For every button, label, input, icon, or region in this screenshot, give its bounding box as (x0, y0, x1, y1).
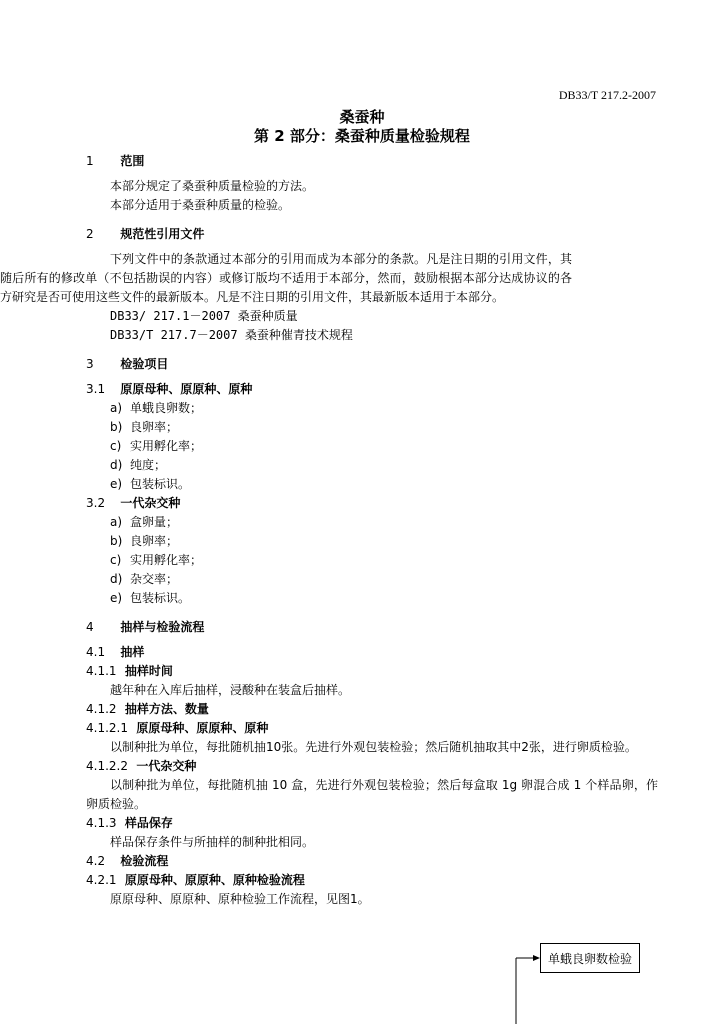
section-heading (86, 355, 658, 374)
document-body (0, 152, 658, 909)
flowchart-box-single-moth-egg-count: 单蛾良卵数检验 (540, 943, 640, 973)
list-item (86, 570, 658, 589)
subsection-number: 4.1.2.2 (86, 759, 128, 773)
list-item (86, 532, 658, 551)
section-4 (86, 618, 658, 909)
subsection-heading (86, 719, 658, 738)
subsection-title: 抽样方法、数量 (124, 702, 209, 716)
subsection-heading (86, 700, 658, 719)
section-heading (86, 225, 658, 244)
list-item (86, 589, 658, 608)
subsection-title: 原原母种、原原种、原种检验流程 (124, 873, 305, 887)
list-item-label: b) (110, 420, 123, 434)
subsection-title: 样品保存 (124, 816, 173, 830)
list-item (86, 475, 658, 494)
subsection-number: 4.1.2.1 (86, 721, 128, 735)
subsection-heading (86, 662, 658, 681)
standard-number: DB33/T 217.2-2007 (558, 88, 656, 102)
paragraph: 样品保存条件与所抽样的制种批相同。 (110, 835, 315, 849)
subsection-number: 3.2 (86, 496, 106, 510)
section-title: 范围 (120, 154, 145, 168)
list-item-text: 包装标识。 (130, 591, 191, 605)
subsection-title: 原原母种、原原种、原种 (136, 721, 269, 735)
document-title: 桑蚕种 (339, 108, 385, 126)
subsection-heading (0, 380, 658, 399)
subsection-title: 抽样 (120, 645, 145, 659)
subsection-title: 抽样时间 (124, 664, 173, 678)
section-heading (86, 152, 658, 171)
list-item-label: a) (110, 401, 123, 415)
document-subtitle: 第 2 部分：桑蚕种质量检验规程 (254, 127, 470, 145)
list-item (86, 399, 658, 418)
paragraph: 本部分适用于桑蚕种质量的检验。 (110, 198, 291, 212)
subsection-heading (86, 494, 658, 513)
reference-item: DB33/ 217.1－2007 桑蚕种质量 (110, 309, 298, 323)
section-number: 2 (86, 227, 94, 241)
paragraph: 下列文件中的条款通过本部分的引用而成为本部分的条款。凡是注日期的引用文件，其随后所有的修改单（不包括勘误的内容）或修订版均不适用于本部分，然而，鼓励根据本部分达成协议的各方研究是否可使用这些文件的最新版本。凡是不注日期的引用文件，其最新版本适用于本部分。 (0, 252, 572, 304)
section-title: 检验项目 (120, 357, 169, 371)
list-item-text: 纯度； (130, 458, 167, 472)
subsection-heading (86, 757, 658, 776)
list-item-text: 盒卵量； (130, 515, 179, 529)
paragraph: 越年种在入库后抽样，浸酸种在装盒后抽样。 (110, 683, 351, 697)
subsection-title: 检验流程 (120, 854, 169, 868)
list-item-text: 杂交率； (130, 572, 179, 586)
section-1 (86, 152, 658, 215)
paragraph-wrap (0, 250, 662, 307)
list-item-label: a) (110, 515, 123, 529)
section-title: 抽样与检验流程 (120, 620, 205, 634)
list-item (86, 513, 658, 532)
list-item-label: e) (110, 591, 123, 605)
subsection-number: 4.2 (86, 854, 106, 868)
section-number: 3 (86, 357, 94, 371)
list-item (86, 456, 658, 475)
section-number: 4 (86, 620, 94, 634)
list-item (86, 551, 658, 570)
subsection-title: 一代杂交种 (120, 496, 181, 510)
list-item-label: c) (110, 553, 122, 567)
reference-item: DB33/T 217.7－2007 桑蚕种催青技术规程 (110, 328, 353, 342)
list-item-label: c) (110, 439, 122, 453)
subsection-title: 原原母种、原原种、原种 (120, 382, 253, 396)
list-item-label: e) (110, 477, 123, 491)
subsection-number: 4.2.1 (86, 873, 117, 887)
list-item-label: d) (110, 458, 123, 472)
paragraph: 原原母种、原原种、原种检验工作流程，见图1。 (110, 892, 370, 906)
paragraph: 本部分规定了桑蚕种质量检验的方法。 (110, 179, 315, 193)
section-number: 1 (86, 154, 94, 168)
list-item-text: 良卵率； (130, 534, 179, 548)
section-3 (86, 355, 658, 608)
subsection-number: 4.1 (86, 645, 106, 659)
item-list-3-2 (86, 513, 658, 608)
list-item-text: 实用孵化率； (130, 553, 203, 567)
list-item (86, 437, 658, 456)
paragraph-inner (0, 250, 658, 307)
item-list-3-1 (86, 399, 658, 494)
section-title: 规范性引用文件 (120, 227, 205, 241)
flow-arrowhead-icon (533, 955, 540, 961)
list-item-text: 良卵率； (130, 420, 179, 434)
section-2 (0, 225, 658, 345)
list-item (86, 418, 658, 437)
list-item-text: 单蛾良卵数； (130, 401, 203, 415)
subsection-title: 一代杂交种 (136, 759, 197, 773)
list-item-label: d) (110, 572, 123, 586)
list-item-text: 包装标识。 (130, 477, 191, 491)
subsection-heading (86, 852, 658, 871)
subsection-heading (86, 871, 658, 890)
subsection-heading (86, 643, 658, 662)
subsection-number: 4.1.2 (86, 702, 117, 716)
paragraph: 以制种批为单位，每批随机抽 10 盒，先进行外观包装检验；然后每盒取 1g 卵混合成 1 个样品卵，作卵质检验。 (86, 778, 658, 811)
list-item-text: 实用孵化率； (130, 439, 203, 453)
paragraph: 以制种批为单位，每批随机抽10张。先进行外观包装检验；然后随机抽取其中2张，进行卵质检验。 (110, 740, 637, 754)
subsection-number: 4.1.3 (86, 816, 117, 830)
subsection-heading (86, 814, 658, 833)
subsection-number: 3.1 (86, 382, 106, 396)
section-heading (86, 618, 658, 637)
list-item-label: b) (110, 534, 123, 548)
subsection-number: 4.1.1 (86, 664, 117, 678)
